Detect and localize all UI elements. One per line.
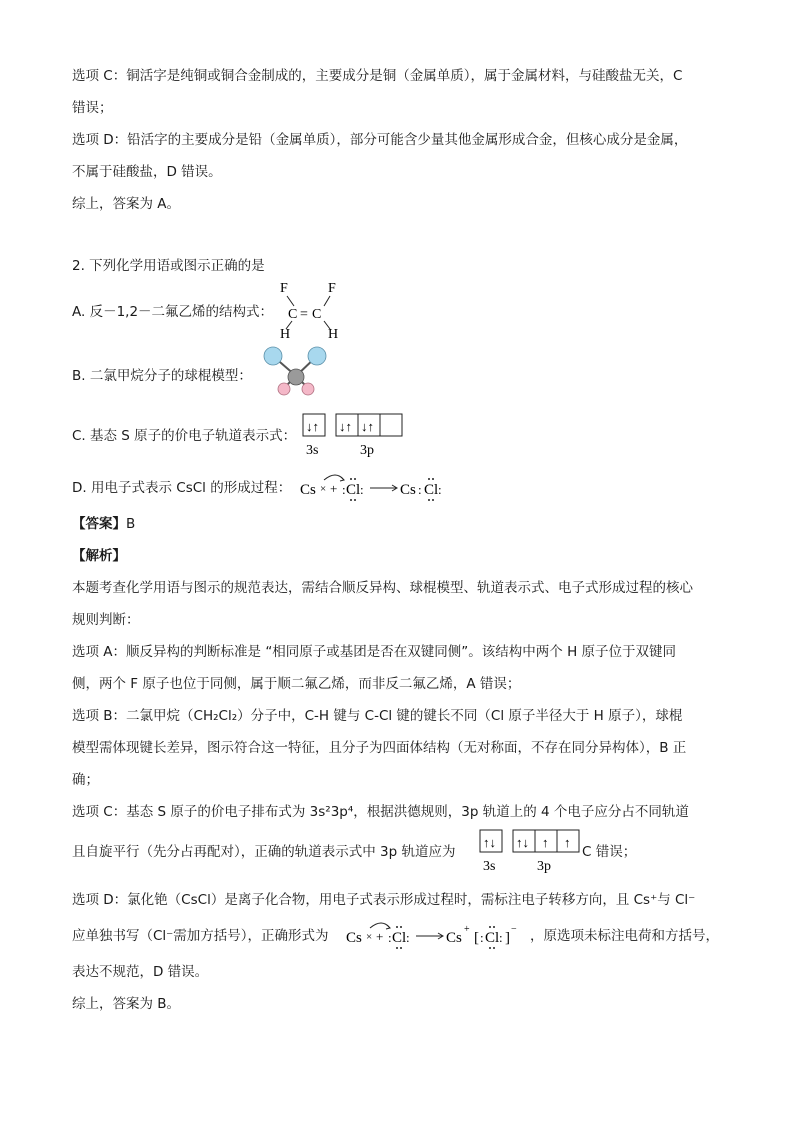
cl-atom-ball — [308, 347, 326, 365]
analysis-line: 选项 A：顺反异构的判断标准是 “相同原子或基团是否在双键同侧”。该结构中两个 H 原子位于双键同 — [72, 644, 677, 660]
orbital-arrows-3p-1: ↓↑ — [339, 419, 352, 434]
orbital-arrows-3p-3: ↑ — [564, 835, 571, 850]
orbital-diagram — [302, 412, 406, 458]
orbital-arrows-3p-1: ↑↓ — [516, 835, 529, 850]
option-b: B. 二氯甲烷分子的球棍模型： — [72, 368, 252, 384]
c-atom-ball — [288, 369, 304, 385]
cl-symbol: Cl — [346, 482, 361, 498]
h-atom-ball — [278, 383, 290, 395]
electron-dots: : — [406, 930, 410, 945]
orbital-label-3s: 3s — [483, 859, 496, 874]
atom-f1: F — [280, 281, 288, 296]
bracket-left: [ — [474, 930, 479, 946]
double-bond: = — [300, 307, 308, 322]
question-stem: 2. 下列化学用语或图示正确的是 — [72, 258, 265, 274]
cs-symbol: Cs — [400, 482, 416, 498]
cs-symbol: Cs — [346, 930, 362, 946]
paragraph-line: 选项 C：铜活字是纯铜或铜合金制成的，主要成分是铜（金属单质），属于金属材料，与硅酸盐无关，C — [72, 68, 683, 84]
bracket-right: ] — [505, 930, 510, 946]
atom-c2: C — [312, 307, 322, 322]
option-c: C. 基态 S 原子的价电子轨道表示式： — [72, 428, 297, 444]
electron-formula-diagram — [296, 470, 456, 504]
plus-sign: + — [330, 481, 338, 496]
orbital-arrows-3s: ↑↓ — [483, 835, 496, 850]
electron-dots: : — [360, 482, 364, 497]
correct-orbital-diagram — [479, 828, 583, 874]
analysis-line: 选项 C：基态 S 原子的价电子排布式为 3s²3p⁴，根据洪德规则，3p 轨道上的 4 个电子应分占不同轨道 — [72, 804, 689, 820]
option-a: A. 反－1,2－二氟乙烯的结构式： — [72, 304, 274, 320]
electron-dots: : — [499, 930, 503, 945]
cl-atom-ball — [264, 347, 282, 365]
electron-dots: : — [342, 482, 346, 497]
electron-cross: × — [320, 483, 327, 495]
answer-value: B — [126, 516, 136, 532]
analysis-line: 表达不规范，D 错误。 — [72, 964, 209, 980]
cation-charge: + — [464, 924, 470, 935]
structural-formula-diagram — [270, 278, 350, 340]
analysis-line: 确； — [72, 772, 99, 788]
orbital-arrows-3p-2: ↓↑ — [361, 419, 374, 434]
orbital-label-3p: 3p — [537, 859, 551, 874]
analysis-line: ，原选项未标注电荷和方括号， — [530, 928, 719, 944]
anion-charge: − — [511, 924, 517, 935]
atom-c1: C — [288, 307, 298, 322]
cl-symbol: Cl — [424, 482, 439, 498]
analysis-line: 综上，答案为 B。 — [72, 996, 181, 1012]
paragraph-line: 选项 D：铅活字的主要成分是铅（金属单质），部分可能含少量其他金属形成合金，但核心成分是金属， — [72, 132, 688, 148]
electron-cross: × — [366, 931, 373, 943]
electron-dots: : — [480, 930, 484, 945]
paragraph-line: 错误； — [72, 100, 113, 116]
analysis-line: 模型需体现键长差异，图示符合这一特征，且分子为四面体结构（无对称面，不存在同分异构体），B 正 — [72, 740, 687, 756]
analysis-line: 应单独书写（Cl⁻需加方括号），正确形式为 — [72, 928, 329, 944]
h-atom-ball — [302, 383, 314, 395]
atom-f2: F — [328, 281, 336, 296]
analysis-line: 本题考查化学用语与图示的规范表达，需结合顺反异构、球棍模型、轨道表示式、电子式形成过程的核心 — [72, 580, 693, 596]
cl-symbol: Cl — [485, 930, 500, 946]
atom-h1: H — [280, 327, 291, 340]
atom-h2: H — [328, 327, 339, 340]
answer-label: 【答案】 — [72, 516, 126, 532]
correct-electron-formula — [344, 918, 536, 952]
orbital-arrows-3s: ↓↑ — [306, 419, 319, 434]
analysis-line: 侧，两个 F 原子也位于同侧，属于顺二氟乙烯，而非反二氟乙烯，A 错误； — [72, 676, 521, 692]
cl-symbol: Cl — [392, 930, 407, 946]
plus-sign: + — [376, 929, 384, 944]
answer-line — [72, 514, 135, 534]
option-d: D. 用电子式表示 CsCl 的形成过程： — [72, 480, 292, 496]
analysis-label: 【解析】 — [72, 548, 126, 564]
electron-dots: : — [438, 482, 442, 497]
ball-stick-model-image — [258, 346, 332, 398]
analysis-line: C 错误； — [582, 844, 637, 860]
cs-symbol: Cs — [300, 482, 316, 498]
cs-symbol: Cs — [446, 930, 462, 946]
electron-dots: : — [388, 930, 392, 945]
paragraph-line: 不属于硅酸盐，D 错误。 — [72, 164, 222, 180]
orbital-arrows-3p-2: ↑ — [542, 835, 549, 850]
electron-dots: : — [418, 482, 422, 497]
paragraph-line: 综上，答案为 A。 — [72, 196, 181, 212]
analysis-line: 选项 D：氯化铯（CsCl）是离子化合物，用电子式表示形成过程时，需标注电子转移方向，且 Cs⁺与 Cl⁻ — [72, 892, 696, 908]
orbital-label-3p: 3p — [360, 443, 374, 458]
analysis-line: 规则判断： — [72, 612, 140, 628]
analysis-line: 选项 B：二氯甲烷（CH₂Cl₂）分子中，C-H 键与 C-Cl 键的键长不同（Cl 原子半径大于 H 原子），球棍 — [72, 708, 683, 724]
analysis-line: 且自旋平行（先分占再配对），正确的轨道表示式中 3p 轨道应为 — [72, 844, 456, 860]
orbital-label-3s: 3s — [306, 443, 319, 458]
